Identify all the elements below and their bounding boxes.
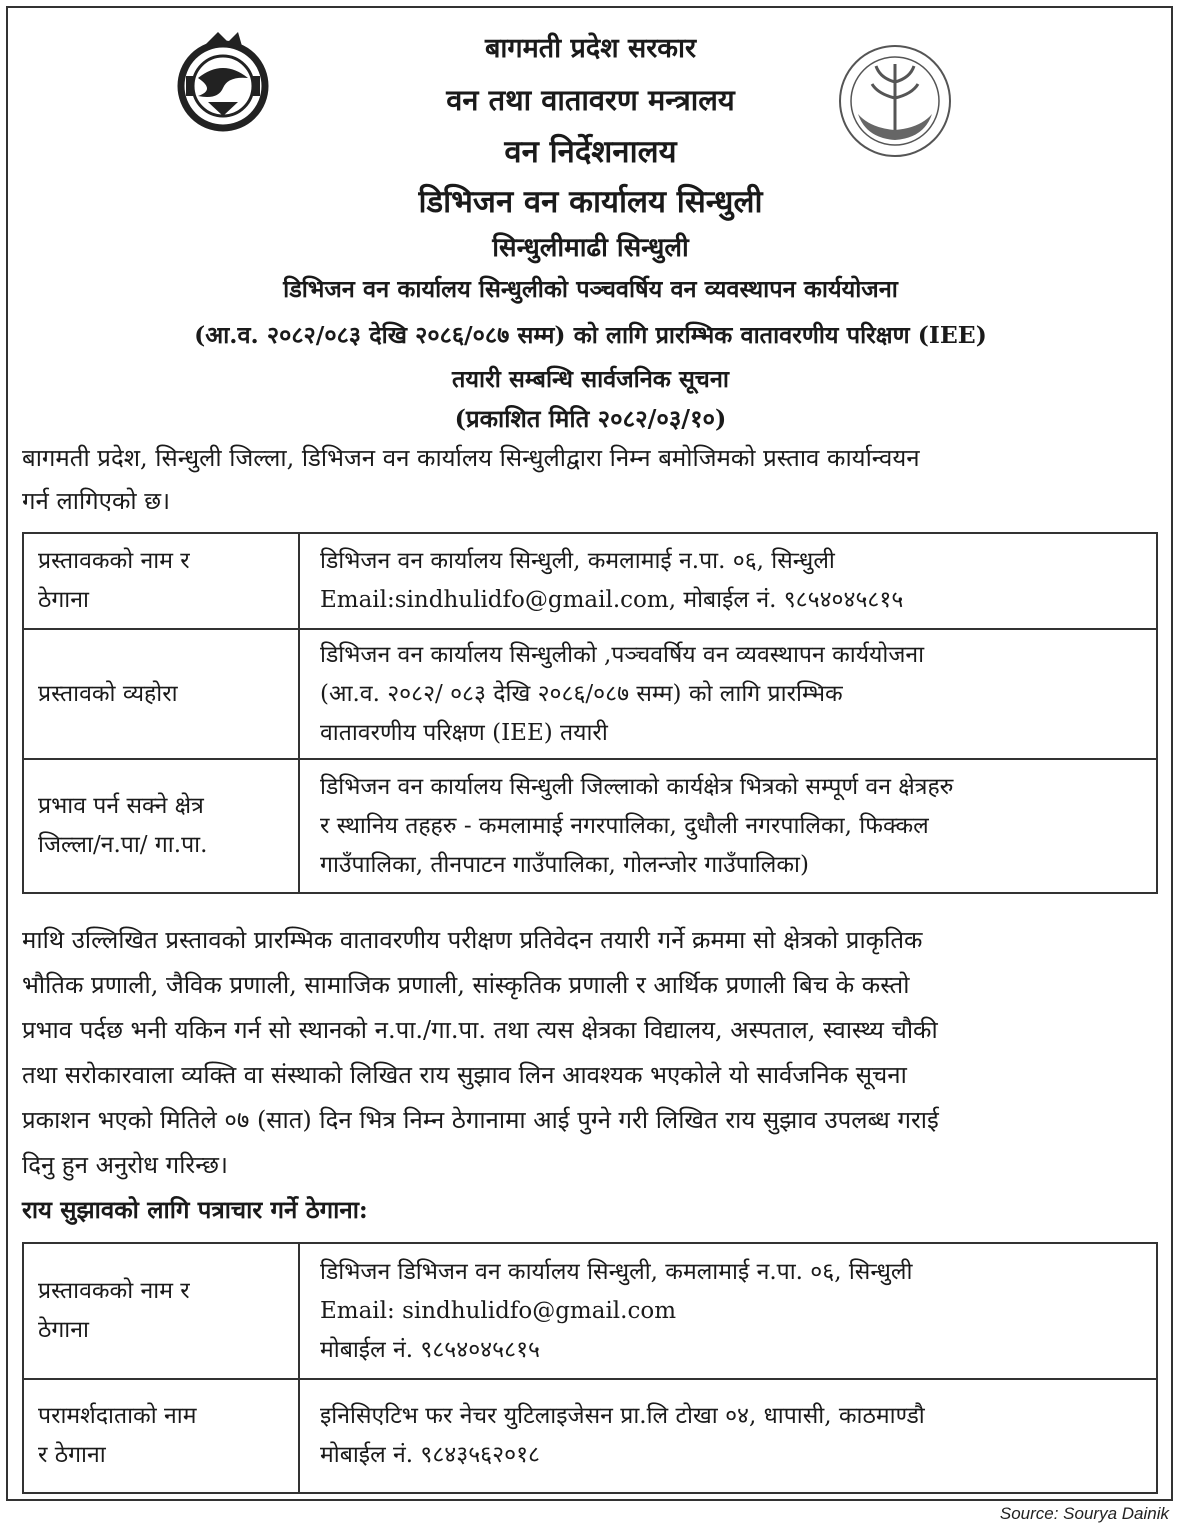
cell-text: परामर्शदाताको नाम — [38, 1403, 197, 1429]
phone-text: मोबाईल नं. ९८५४०४५८१५ — [320, 1336, 540, 1363]
phone-text: मोबाईल नं. ९८४३५६२०१८ — [320, 1442, 540, 1468]
table-value-cell — [299, 629, 1157, 759]
header-division-office: डिभिजन वन कार्यालय सिन्धुली — [418, 184, 763, 220]
table-value-cell — [299, 759, 1157, 893]
body-line: प्रभाव पर्दछ भनी यकिन गर्न सो स्थानको न.पा./गा.पा. तथा त्यस क्षेत्रका विद्यालय, अस्पताल, स्वास्थ्य चौकी — [22, 1016, 938, 1044]
cell-text: डिभिजन वन कार्यालय सिन्धुली, कमलामाई न.पा. ०६, सिन्धुली — [320, 548, 835, 574]
proposal-details-table — [22, 532, 1158, 894]
cell-text: र ठेगाना — [38, 1442, 106, 1468]
cell-text: प्रस्तावको व्यहोरा — [38, 680, 178, 707]
table-row — [23, 1379, 1157, 1493]
cell-text: डिभिजन वन कार्यालय सिन्धुली जिल्लाको कार्यक्षेत्र भित्रको सम्पूर्ण वन क्षेत्रहरु — [320, 773, 954, 800]
intro-paragraph — [22, 437, 1160, 523]
table-label-cell — [23, 759, 299, 893]
table-row — [23, 629, 1157, 759]
cell-text: (आ.व. २०८२/ ०८३ देखि २०८६/०८७ सम्म) को लागि प्रारम्भिक — [320, 680, 843, 707]
table-value-cell — [299, 1243, 1157, 1379]
notice-title-line2: (आ.व. २०८२/०८३ देखि २०८६/०८७ सम्म) को लागि प्रारम्भिक वातावरणीय परिक्षण (IEE) — [194, 321, 987, 349]
cell-text: वातावरणीय परिक्षण (IEE) तयारी — [320, 719, 608, 746]
table-label-cell — [23, 1379, 299, 1493]
cell-text: जिल्ला/न.पा/ गा.पा. — [38, 832, 208, 858]
table-value-cell — [299, 533, 1157, 629]
intro-line: बागमती प्रदेश, सिन्धुली जिल्ला, डिभिजन वन कार्यालय सिन्धुलीद्वारा निम्न बमोजिमको प्रस्ताव कार्यान्वयन — [22, 444, 920, 472]
table-row — [23, 759, 1157, 893]
body-line: प्रकाशन भएको मितिले ०७ (सात) दिन भित्र निम्न ठेगानामा आई पुग्ने गरी लिखित राय सुझाव उपलब्ध गराई — [22, 1106, 939, 1134]
notice-title-line1: डिभिजन वन कार्यालय सिन्धुलीको पञ्चवर्षिय वन व्यवस्थापन कार्ययोजना — [283, 275, 898, 303]
table-label-cell — [23, 1243, 299, 1379]
header-ministry: वन तथा वातावरण मन्त्रालय — [446, 83, 735, 117]
body-line: तथा सरोकारवाला व्यक्ति वा संस्थाको लिखित राय सुझाव लिन आवश्यक भएकोले यो सार्वजनिक सूचना — [22, 1061, 907, 1089]
cell-text: प्रभाव पर्न सक्ने क्षेत्र — [38, 793, 204, 819]
body-line: भौतिक प्रणाली, जैविक प्रणाली, सामाजिक प्रणाली, सांस्कृतिक प्रणाली र आर्थिक प्रणाली बिच के कस्तो — [22, 971, 910, 999]
cell-text: प्रस्तावकको नाम र — [38, 1278, 190, 1304]
header-province-government: बागमती प्रदेश सरकार — [484, 33, 697, 64]
header-office-location: सिन्धुलीमाढी सिन्धुली — [492, 233, 689, 263]
table-label-cell — [23, 629, 299, 759]
contact-heading: राय सुझावको लागि पत्राचार गर्ने ठेगाना: — [22, 1195, 368, 1224]
cell-text: र स्थानिय तहहरु - कमलामाई नगरपालिका, दुधौली नगरपालिका, फिक्कल — [320, 812, 929, 839]
header-directorate: वन निर्देशनालय — [504, 134, 677, 170]
email-text: Email: sindhulidfo@gmail.com — [320, 1297, 677, 1324]
table-row — [23, 1243, 1157, 1379]
contact-table — [22, 1242, 1158, 1494]
body-paragraph — [22, 918, 1160, 1188]
cell-text: डिभिजन डिभिजन वन कार्यालय सिन्धुली, कमलामाई न.पा. ०६, सिन्धुली — [320, 1258, 913, 1285]
table-value-cell — [299, 1379, 1157, 1493]
notice-title-line3: तयारी सम्बन्धि सार्वजनिक सूचना — [452, 365, 729, 393]
body-line: माथि उल्लिखित प्रस्तावको प्रारम्भिक वातावरणीय परीक्षण प्रतिवेदन तयारी गर्ने क्रममा सो क्षेत्रको प्राकृतिक — [22, 926, 923, 954]
cell-text: गाउँपालिका, तीनपाटन गाउँपालिका, गोलन्जोर गाउँपालिका) — [320, 851, 809, 878]
cell-text: इनिसिएटिभ फर नेचर युटिलाइजेसन प्रा.लि टोखा ०४, धापासी, काठमाण्डौ — [320, 1403, 925, 1429]
cell-text: ठेगाना — [38, 587, 89, 613]
cell-text: प्रस्तावकको नाम र — [38, 548, 190, 574]
table-row — [23, 533, 1157, 629]
cell-text: ठेगाना — [38, 1317, 89, 1343]
published-date: (प्रकाशित मिति २०८२/०३/१०) — [454, 404, 727, 433]
source-credit: Source: Sourya Dainik — [999, 1504, 1169, 1523]
body-line: दिनु हुन अनुरोध गरिन्छ। — [22, 1151, 229, 1179]
table-label-cell — [23, 533, 299, 629]
cell-text: डिभिजन वन कार्यालय सिन्धुलीको ,पञ्चवर्षिय वन व्यवस्थापन कार्ययोजना — [320, 641, 925, 668]
cell-text: Email:sindhulidfo@gmail.com, मोबाईल नं. ९८५४०४५८१५ — [320, 587, 904, 613]
intro-line: गर्न लागिएको छ। — [22, 487, 171, 515]
